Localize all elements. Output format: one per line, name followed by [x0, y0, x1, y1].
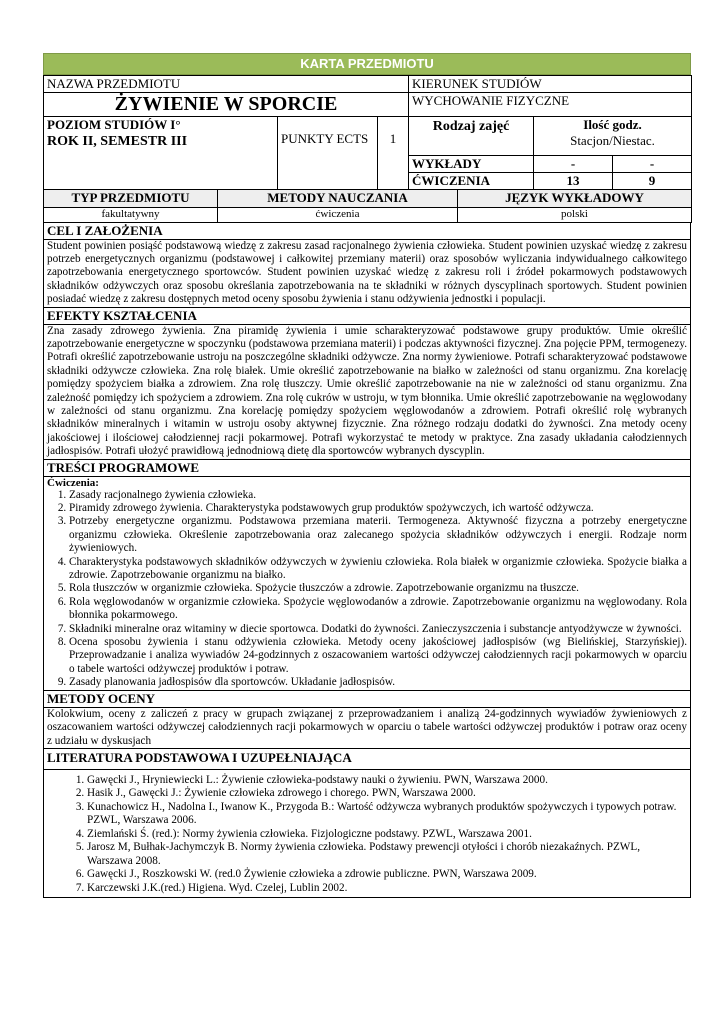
jezyk-value: polski: [458, 207, 692, 222]
wyklady-niestac: -: [613, 156, 692, 173]
cwiczenia-niestac: 9: [613, 173, 692, 190]
metody-oceny-title: METODY OCENY: [44, 690, 691, 707]
header-table: [43, 75, 692, 190]
typ-value: fakultatywny: [44, 207, 218, 222]
literatura-item: 1. Gawęcki J., Hryniewiecki L.: Żywienie człowieka-podstawy nauki o żywieniu. PWN, Warszawa 2000.: [87, 774, 687, 788]
tresci-item: 7. Składniki mineralne oraz witaminy w diecie sportowca. Dodatki do żywności. Zanieczyszczenia i substancje antyodżywcze w żywności.: [69, 623, 687, 636]
tresci-item: 3. Potrzeby energetyczne organizmu. Podstawowa przemiana materii. Termogeneza. Aktywność fizyczna a potrzeby energetyczne organizmu człowieka. Określenie zapotrzebowania oraz zalecanego spożycia składników odżywczych i energii. Rodzaje norm żywieniowych.: [69, 515, 687, 555]
ilosc-cell: [534, 117, 692, 156]
tresci-item: 4. Charakterystyka podstawowych składników odżywczych w żywieniu człowieka. Rola białek w organizmie człowieka. Spożycie białka a zdrowie. Zapotrzebowanie organizmu na białko.: [69, 556, 687, 583]
literatura-body: [44, 769, 691, 898]
tresci-title: TREŚCI PROGRAMOWE: [44, 459, 691, 476]
wyklady-label: WYKŁADY: [409, 156, 534, 173]
literatura-list: [47, 774, 687, 896]
course-card: [43, 53, 691, 898]
literatura-item: 3. Kunachowicz H., Nadolna I., Iwanow K., Przygoda B.: Wartość odżywcza wybranych produktów spożywczych i typowych potraw. PZWL, Warszawa 2006.: [87, 801, 687, 828]
cel-text: Student powinien posiąść podstawową wiedzę z zakresu zasad racjonalnego żywienia człowieka. Student powinien uzyskać wiedzę z zakresu potrzeb energetycznych organizmu (podstawowej i całkowitej przemiany materii) oraz sposobów wyliczania indywidualnego całkowitego zapotrzebowania energetycznego sportowców. Student powinien uzyskać wiedzę z zakresu roli i źródeł pokarmowych podstawowych składników odżywczych oraz sposobu określania zapotrzebowania na te składniki w różnych dyscyplinach sportowych. Student powinien posiadać wiedzę z zakresu dostępnych metod oceny sposobu żywienia i stanu odżywienia jednostki i populacji.: [44, 239, 691, 307]
sections-table: [43, 223, 691, 899]
efekty-text: Zna zasady zdrowego żywienia. Zna piramidę żywienia i umie scharakteryzować podstawowe grupy produktów. Umie określić zapotrzebowanie energetyczne w spoczynku (podstawowa przemiana materii) i podczas aktywności fizycznej. Zna pojęcie PPM, termogenezy. Potrafi określić zapotrzebowanie ustroju na poszczególne składniki odżywcze. Zna normy żywieniowe. Potrafi scharakteryzować podstawowe składniki odżywcze człowieka. Zna rolę białek. Umie określić zapotrzebowanie na białko w zależności od stanu organizmu. Zna korelację pomiędzy spożyciem białka a zdrowiem. Zna rolę tłuszczy. Umie określić zapotrzebowanie na nie w zależności od stanu organizmu. Zna zależność pomiędzy ich spożyciem a zdrowiem. Zna rolę cukrów w ustroju, w tym błonnika. Umie określić zapotrzebowanie na węglowodany w zależności od stanu organizmu. Zna korelację pomiędzy spożyciem węglowodanów a zdrowiem. Potrafi określić rolę wybranych składników mineralnych i witamin w ustroju osoby aktywnej fizycznie. Zna różnego rodzaju dodatki do żywności. Zna metody oceny jakościowej i ilościowej całodziennej racji pokarmowej. Potrafi wykorzystać te metody w praktyce. Zna zasady układania całodziennych jadłospisów. Potrafi ułożyć prawidłową jednodniową dietę dla sportowców wybranych dyscyplin.: [44, 324, 691, 459]
efekty-title: EFEKTY KSZTAŁCENIA: [44, 307, 691, 324]
tresci-item: 6. Rola węglowodanów w organizmie człowieka. Spożycie węglowodanów a zdrowie. Zapotrzebowanie organizmu na węglowodany. Rola błonnika pokarmowego.: [69, 596, 687, 623]
literatura-item: 4. Ziemlański Ś. (red.): Normy żywienia człowieka. Fizjologiczne podstawy. PZWL, Warszawa 2001.: [87, 828, 687, 842]
tresci-item: 5. Rola tłuszczów w organizmie człowieka. Spożycie tłuszczów a zdrowie. Zapotrzebowanie organizmu na tłuszcze.: [69, 582, 687, 595]
ilosc-sub: Stacjon/Niestac.: [570, 133, 655, 148]
course-name: ŻYWIENIE W SPORCIE: [44, 93, 409, 117]
metody-oceny-text: Kolokwium, oceny z zaliczeń z pracy w grupach związanej z przeprowadzaniem i analizą 24-godzinnych wywiadów żywieniowych z oszacowaniem wartości odżywczej całodziennych racji pokarmowych w oparciu o tabele wartości odżywczej produktów i potraw oraz oceny z udziału w dyskusjach: [44, 707, 691, 748]
cwiczenia-stacjon: 13: [534, 173, 613, 190]
ilosc-label: Ilość godz.: [583, 117, 642, 132]
tresci-item: 8. Ocena sposobu żywienia i stanu odżywienia człowieka. Metody oceny jakościowej jadłospisów (wg Bielińskiej, Starzyńskiej). Przeprowadzanie i analiza wywiadów 24-godzinnych z oszacowaniem wartości odżywczej całodziennych racji pokarmowych w oparciu o tabele wartości odżywczej produktów i potraw.: [69, 636, 687, 676]
metody-nauczania-label: METODY NAUCZANIA: [218, 190, 458, 207]
typ-label: TYP PRZEDMIOTU: [44, 190, 218, 207]
tresci-body: [44, 476, 691, 690]
literatura-item: 2. Hasik J., Gawęcki J.: Żywienie człowieka zdrowego i chorego. PWN, Warszawa 2000.: [87, 787, 687, 801]
jezyk-label: JĘZYK WYKŁADOWY: [458, 190, 692, 207]
kierunek-label: KIERUNEK STUDIÓW: [409, 76, 692, 93]
metody-nauczania-value: ćwiczenia: [218, 207, 458, 222]
literatura-item: 7. Karczewski J.K.(red.) Higiena. Wyd. Czelej, Lublin 2002.: [87, 882, 687, 896]
type-table: [43, 190, 692, 223]
rok-value: ROK II, SEMESTR III: [44, 134, 278, 190]
wyklady-stacjon: -: [534, 156, 613, 173]
cel-title: CEL I ZAŁOŻENIA: [44, 223, 691, 240]
tresci-subtitle: Ćwiczenia:: [47, 476, 99, 489]
cwiczenia-label: ĆWICZENIA: [409, 173, 534, 190]
literatura-item: 6. Gawęcki J., Roszkowski W. (red.0 Żywienie człowieka a zdrowie publiczne. PWN, Warszawa 2009.: [87, 868, 687, 882]
card-banner: KARTA PRZEDMIOTU: [43, 53, 691, 75]
literatura-title: LITERATURA PODSTAWOWA I UZUPEŁNIAJĄCA: [44, 748, 691, 769]
nazwa-label: NAZWA PRZEDMIOTU: [44, 76, 409, 93]
tresci-item: 9. Zasady planowania jadłospisów dla sportowców. Układanie jadłospisów.: [69, 676, 687, 689]
tresci-list: [47, 489, 687, 690]
kierunek-value: WYCHOWANIE FIZYCZNE: [409, 93, 692, 117]
literatura-item: 5. Jarosz M, Bułhak-Jachymczyk B. Normy żywienia człowieka. Podstawy prewencji otyłości i chorób niezakaźnych. PZWL, Warszawa 2008.: [87, 841, 687, 868]
punkty-value: 1: [378, 117, 409, 190]
tresci-item: 2. Piramidy zdrowego żywienia. Charakterystyka podstawowych grup produktów spożywczych, ich wartość odżywcza.: [69, 502, 687, 515]
tresci-item: 1. Zasady racjonalnego żywienia człowieka.: [69, 489, 687, 502]
poziom-label: POZIOM STUDIÓW I°: [44, 117, 278, 134]
punkty-label: PUNKTY ECTS: [278, 117, 378, 190]
rodzaj-label: Rodzaj zajęć: [409, 117, 534, 156]
